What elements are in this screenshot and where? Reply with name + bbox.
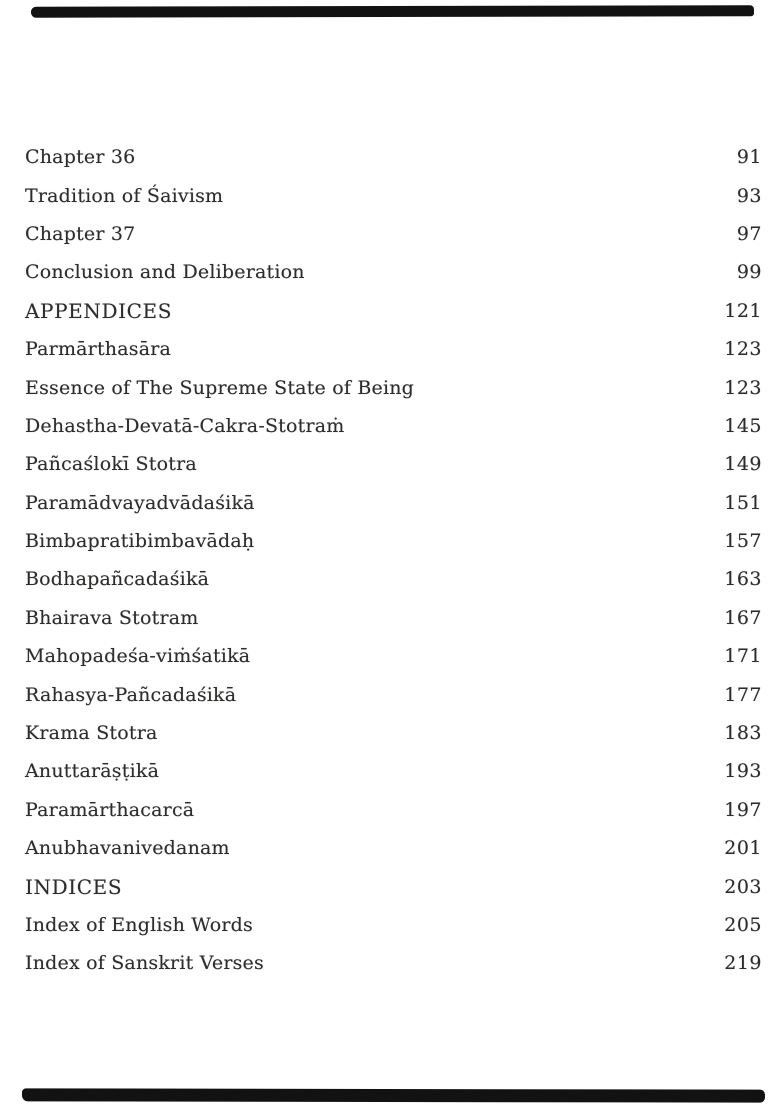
toc-entry-title: Chapter 36 [25, 146, 136, 169]
toc-entry-title: Conclusion and Deliberation [25, 261, 305, 284]
toc-entry-page-number: 149 [724, 453, 762, 476]
toc-entry-page-number: 93 [736, 184, 762, 207]
toc-entry-page-number: 167 [724, 606, 762, 629]
toc-entry-page-number: 183 [724, 722, 762, 745]
toc-entry-page-number: 123 [724, 376, 762, 399]
toc-entry-title: APPENDICES [25, 298, 172, 323]
toc-row [25, 906, 762, 944]
toc-row [25, 637, 762, 675]
toc-entry-title: Rahasya-Pañcadaśikā [25, 683, 237, 706]
toc-entry-title: Pañcaślokī Stotra [25, 453, 197, 476]
toc-entry-title: Essence of The Supreme State of Being [25, 376, 415, 399]
toc-entry-page-number: 193 [724, 760, 762, 783]
toc-entry-title: Chapter 37 [25, 222, 136, 245]
scan-artifact-top-bar [31, 5, 754, 18]
toc-row [25, 368, 762, 406]
toc-entry-page-number: 177 [724, 683, 762, 706]
toc-row [25, 944, 762, 982]
toc-entry-page-number: 91 [736, 146, 762, 169]
toc-entry-title: Paramādvayadvādaśikā [25, 491, 255, 514]
toc-entry-page-number: 157 [724, 530, 762, 553]
toc-entry-title: Bimbapratibimbavādaḥ [25, 530, 255, 553]
scan-artifact-bottom-bar [22, 1088, 765, 1102]
toc-row [25, 215, 762, 253]
toc-row [25, 714, 762, 752]
toc-entry-page-number: 121 [724, 299, 762, 322]
toc-entry-title: Anubhavanivedanam [25, 837, 230, 860]
toc-entry-title: Parmārthasāra [25, 338, 172, 361]
toc-row [25, 791, 762, 829]
toc-list [25, 138, 762, 983]
toc-row [25, 253, 762, 291]
toc-row [25, 752, 762, 790]
toc-row [25, 522, 762, 560]
toc-entry-title: Index of Sanskrit Verses [25, 952, 264, 975]
toc-entry-page-number: 171 [724, 645, 762, 668]
toc-row [25, 867, 762, 905]
toc-entry-title: Tradition of Śaivism [25, 184, 224, 207]
toc-row [25, 330, 762, 368]
toc-entry-title: Krama Stotra [25, 722, 158, 745]
toc-entry-page-number: 201 [724, 837, 762, 860]
toc-row [25, 292, 762, 330]
toc-row [25, 484, 762, 522]
toc-entry-title: Mahopadeśa-viṁśatikā [25, 645, 251, 668]
toc-entry-title: Bodhapañcadaśikā [25, 568, 210, 591]
toc-row [25, 675, 762, 713]
toc-entry-page-number: 123 [724, 338, 762, 361]
toc-entry-page-number: 99 [736, 261, 762, 284]
toc-entry-page-number: 203 [724, 875, 762, 898]
toc-entry-title: Bhairava Stotram [25, 606, 199, 629]
toc-entry-page-number: 219 [724, 952, 762, 975]
toc-entry-title: Dehastha-Devatā-Cakra-Stotraṁ [25, 414, 345, 437]
toc-row [25, 829, 762, 867]
toc-entry-page-number: 145 [724, 414, 762, 437]
toc-row [25, 138, 762, 176]
toc-entry-page-number: 97 [736, 222, 762, 245]
toc-entry-title: INDICES [25, 874, 123, 899]
toc-entry-title: Paramārthacarcā [25, 798, 195, 821]
toc-row [25, 560, 762, 598]
toc-entry-page-number: 163 [724, 568, 762, 591]
toc-row [25, 445, 762, 483]
toc-entry-page-number: 197 [724, 798, 762, 821]
toc-row [25, 176, 762, 214]
toc-entry-title: Index of English Words [25, 914, 253, 936]
toc-row [25, 407, 762, 445]
toc-entry-page-number: 205 [724, 914, 762, 936]
toc-entry-title: Anuttarāṣṭikā [25, 760, 160, 783]
toc-entry-page-number: 151 [724, 491, 762, 514]
toc-row [25, 599, 762, 637]
